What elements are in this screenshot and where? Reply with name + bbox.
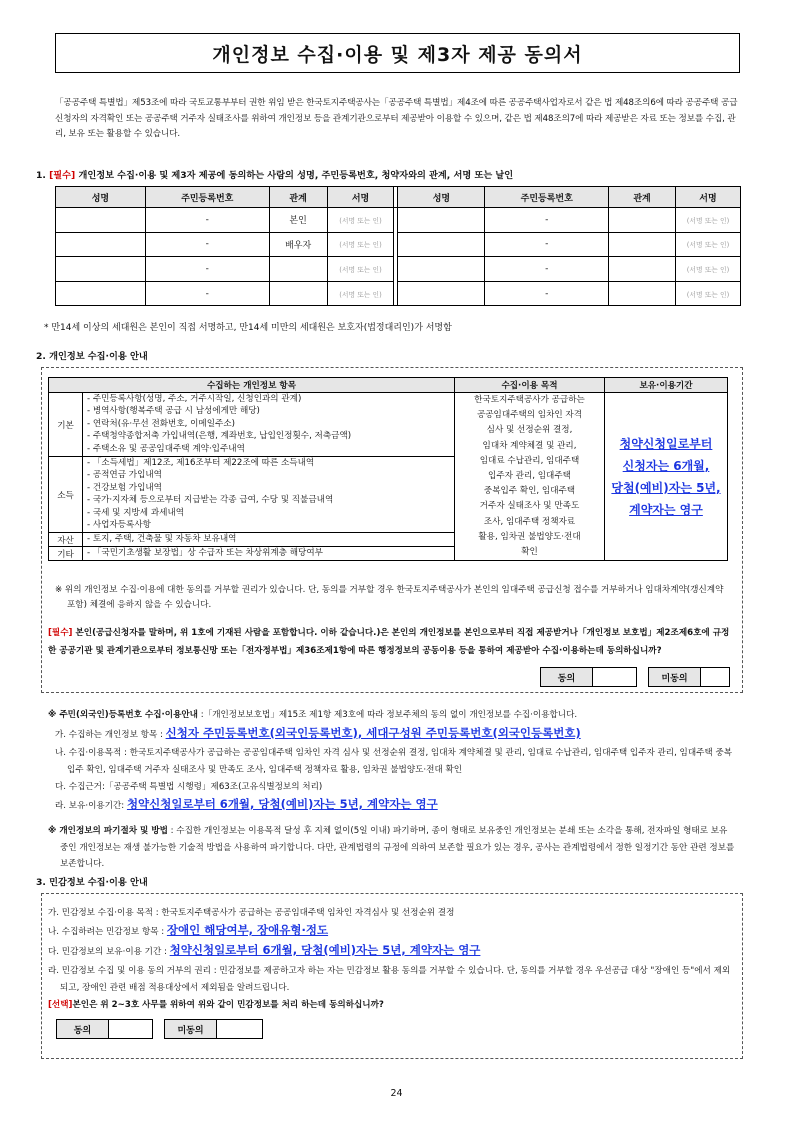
relation-field[interactable]: 본인 bbox=[269, 208, 327, 233]
signature-note: * 만14세 이상의 세대원은 본인이 직접 서명하고, 만14세 미만의 세대원은 보호자(법정대리인)가 서명함 bbox=[44, 323, 452, 333]
disagree-label: 미동의 bbox=[165, 1020, 217, 1038]
header-relation: 관계 bbox=[269, 187, 327, 208]
category-items bbox=[83, 393, 455, 457]
purpose-line: 입주자 관리, 임대주택 bbox=[488, 471, 571, 482]
category-label: 소득 bbox=[49, 457, 83, 533]
signature-row bbox=[56, 281, 741, 306]
rrn-field[interactable]: - bbox=[485, 232, 609, 257]
purpose-line: 활용, 임차권 불법양도·전대 bbox=[478, 531, 581, 542]
relation-field[interactable] bbox=[269, 257, 327, 282]
sign-field[interactable]: (서명 또는 인) bbox=[327, 208, 394, 233]
section3-title: 3. 민감정보 수집·이용 안내 bbox=[36, 877, 148, 888]
rrn-field[interactable]: - bbox=[145, 281, 269, 306]
sign-field[interactable]: (서명 또는 인) bbox=[327, 257, 394, 282]
section3-c-label: 다. 민감정보의 보유·이용 기간 : bbox=[48, 947, 170, 957]
disagree-label: 미동의 bbox=[649, 668, 701, 686]
rrn-notice-text: :「개인정보보호법」제15조 제1항 제3호에 따라 정보주체의 동의 없이 개인정보를 수집·이용합니다. bbox=[197, 710, 578, 720]
rrn-notice-title: ※ 주민(외국인)등록번호 수집·이용안내 bbox=[48, 710, 198, 720]
header-items: 수집하는 개인정보 항목 bbox=[49, 378, 455, 393]
relation-field[interactable] bbox=[609, 281, 676, 306]
agree-label: 동의 bbox=[541, 668, 593, 686]
name-field[interactable] bbox=[56, 257, 146, 282]
period-cell bbox=[605, 393, 728, 561]
category-items bbox=[83, 533, 455, 547]
signature-table bbox=[55, 186, 741, 306]
rrn-field[interactable]: - bbox=[145, 232, 269, 257]
relation-field[interactable] bbox=[269, 281, 327, 306]
rrn-field[interactable]: - bbox=[145, 208, 269, 233]
period-line: 계약자는 영구 bbox=[629, 502, 703, 517]
agree-label: 동의 bbox=[57, 1020, 109, 1038]
header-name: 성명 bbox=[398, 187, 485, 208]
section2-consent-question bbox=[48, 625, 730, 660]
name-field[interactable] bbox=[56, 281, 146, 306]
title-box bbox=[55, 33, 740, 73]
header-rrn: 주민등록번호 bbox=[485, 187, 609, 208]
rrn-a-label: 가. 수집하는 개인정보 항목 : bbox=[55, 730, 166, 740]
header-relation: 관계 bbox=[609, 187, 676, 208]
consent-question-text: 본인(공급신청자를 말하며, 위 1호에 기재된 사람을 포함합니다. 이하 같습니다.)은 본인의 개인정보를 본인으로부터 직접 제공받거나「개인정보 보호법」제2조제6호에 규정한 공공기관 및 관계기관으로부터 정보통신망 또는「전자정부법」제36조제1항에 따른 행정정보의 공동이용 등을 통하여 제공받아 수집·이용하는데 동의하십니까? bbox=[48, 628, 730, 656]
section3-c bbox=[48, 943, 733, 960]
rrn-field[interactable]: - bbox=[485, 257, 609, 282]
sign-field[interactable]: (서명 또는 인) bbox=[327, 281, 394, 306]
name-field[interactable] bbox=[398, 208, 485, 233]
period-line: 청약신청일로부터 bbox=[619, 436, 713, 451]
sign-field[interactable]: (서명 또는 인) bbox=[676, 232, 741, 257]
item-line: - 「국민기초생활 보장법」상 수급자 또는 차상위계층 해당여부 bbox=[87, 548, 323, 559]
category-items bbox=[83, 547, 455, 561]
disagree-checkbox[interactable] bbox=[701, 668, 729, 686]
rrn-a-value: 신청자 주민등록번호(외국인등록번호), 세대구성원 주민등록번호(외국인등록번호) bbox=[165, 726, 581, 740]
rrn-notice-lead bbox=[48, 708, 738, 723]
required-tag: [필수] bbox=[48, 628, 73, 638]
relation-field[interactable] bbox=[609, 208, 676, 233]
item-line: - 국세 및 지방세 과세내역 bbox=[87, 507, 185, 518]
agree-checkbox[interactable] bbox=[593, 668, 636, 686]
rrn-notice-a bbox=[55, 726, 735, 743]
item-line: - 병역사항(행복주택 공급 시 남성에게만 해당) bbox=[87, 406, 260, 417]
section1-title-text: 개인정보 수집·이용 및 제3자 제공에 동의하는 사람의 성명, 주민등록번호, 청약자와의 관계, 서명 또는 날인 bbox=[75, 170, 514, 181]
section3-d: 라. 민감정보 수집 및 이용 동의 거부의 권리 : 민감정보를 제공하고자 하는 자는 민감정보 활용 동의를 거부할 수 있습니다. 단, 동의를 거부할 경우 우선공급 대상 "장애인 등"에서 제외되고, 장애인 관련 배점 적용대상에서 제외됨을 알려드립니다. bbox=[48, 966, 731, 993]
section1-required-tag: [필수] bbox=[49, 170, 76, 181]
signature-row bbox=[56, 208, 741, 233]
section3-a: 가. 민감정보 수집·이용 목적 : 한국토지주택공사가 공급하는 공공임대주택 임차인 자격심사 및 선정순위 결정 bbox=[48, 908, 455, 918]
name-field[interactable] bbox=[56, 208, 146, 233]
category-label: 자산 bbox=[49, 533, 83, 547]
item-line: - 연락처(유·무선 전화번호, 이메일주소) bbox=[87, 418, 235, 429]
sign-field[interactable]: (서명 또는 인) bbox=[676, 208, 741, 233]
info-collection-table bbox=[48, 377, 728, 561]
relation-field[interactable] bbox=[609, 232, 676, 257]
purpose-line: 중복입주 확인, 임대주택 bbox=[483, 486, 576, 497]
item-line: - 공적연금 가입내역 bbox=[87, 470, 162, 481]
category-items bbox=[83, 457, 455, 533]
name-field[interactable] bbox=[398, 281, 485, 306]
section3-disagree-box bbox=[164, 1019, 263, 1039]
refuse-note: ※ 위의 개인정보 수집·이용에 대한 동의를 거부할 권리가 있습니다. 단, 동의를 거부할 경우 한국토지주택공사가 본인의 임대주택 공급신청 접수를 거부하거나 임대차계약(갱신계약 포함) 체결에 응하지 않을 수 있습니다. bbox=[55, 585, 724, 610]
header-sign: 서명 bbox=[676, 187, 741, 208]
optional-tag: [선택] bbox=[48, 1000, 73, 1010]
purpose-line: 조사, 임대주택 정책자료 bbox=[483, 516, 576, 527]
page-title: 개인정보 수집·이용 및 제3자 제공 동의서 bbox=[212, 43, 583, 66]
destroy-notice-title: ※ 개인정보의 파기절차 및 방법 bbox=[48, 826, 168, 836]
section3-b-value: 장애인 해당여부, 장애유형·정도 bbox=[166, 923, 329, 937]
name-field[interactable] bbox=[398, 257, 485, 282]
header-rrn: 주민등록번호 bbox=[145, 187, 269, 208]
sign-field[interactable]: (서명 또는 인) bbox=[676, 281, 741, 306]
item-line: - 주민등록사항(성명, 주소, 거주시작일, 신청인과의 관계) bbox=[87, 394, 302, 404]
agree-checkbox[interactable] bbox=[109, 1020, 152, 1038]
category-row-basic bbox=[49, 393, 728, 457]
section3-c-value: 청약신청일로부터 6개월, 당첨(예비)자는 5년, 계약자는 영구 bbox=[169, 943, 481, 957]
purpose-line: 임대료 수납관리, 임대주택 bbox=[479, 455, 580, 466]
purpose-line: 공공임대주택의 임차인 자격 bbox=[476, 410, 583, 421]
sign-field[interactable]: (서명 또는 인) bbox=[676, 257, 741, 282]
name-field[interactable] bbox=[398, 232, 485, 257]
section3-b-label: 나. 수집하려는 민감정보 항목 : bbox=[48, 927, 167, 937]
section1-title bbox=[36, 167, 513, 181]
section2-title: 2. 개인정보 수집·이용 안내 bbox=[36, 351, 148, 362]
header-sign: 서명 bbox=[327, 187, 394, 208]
item-line: - 토지, 주택, 건축물 및 자동차 보유내역 bbox=[87, 534, 237, 545]
section3-b bbox=[48, 923, 733, 940]
destroy-notice-text: : 수집한 개인정보는 이용목적 달성 후 지체 없이(5일 이내) 파기하며, 종이 형태로 보유중인 개인정보는 분쇄 또는 소각을 통해, 전자파일 형태로 보유 중인 개인정보는 재생 불가능한 기술적 방법을 사용하여 파기합니다. 다만, 관계법령의 규정에 의하여 보존할 필요가 있는 경우, 공사는 관계법령에서 정한 일정기간 동안 관련 정보를 보존합니다. bbox=[60, 826, 735, 869]
rrn-notice-d bbox=[55, 797, 735, 814]
signature-row bbox=[56, 232, 741, 257]
relation-field[interactable] bbox=[609, 257, 676, 282]
item-line: - 주택소유 및 공공임대주택 계약·입주내역 bbox=[87, 443, 245, 454]
section3-consent-question bbox=[48, 998, 733, 1013]
purpose-line: 임대차 계약체결 및 관리, bbox=[482, 440, 577, 451]
period-line: 신청자는 6개월, bbox=[622, 458, 710, 473]
rrn-d-label: 라. 보유·이용기간: bbox=[55, 801, 127, 811]
intro-paragraph: 「공공주택 특별법」제53조에 따라 국토교통부부터 권한 위임 받은 한국토지주택공사는「공공주택 특별법」제4조에 따른 공공주택사업자로서 같은 법 제48조의6에 따라 공공주택 공급신청자의 자격확인 또는 공공주택 거주자 실태조사를 위하여 개인정보 등을 관계기관으로부터 제공받아 이용할 수 있으며, 같은 법 제48조의7에 따라 제공받은 자료 또는 정보를 수집, 관리, 보유 또는 활용할 수 있습니다. bbox=[55, 98, 738, 139]
rrn-d-value: 청약신청일로부터 6개월, 당첨(예비)자는 5년, 계약자는 영구 bbox=[126, 797, 438, 811]
section1-number: 1. bbox=[36, 170, 46, 181]
section2-agree-box bbox=[540, 667, 637, 687]
header-period: 보유·이용기간 bbox=[605, 378, 728, 393]
info-header-row bbox=[49, 378, 728, 393]
signature-header-row bbox=[56, 187, 741, 208]
destroy-notice bbox=[48, 823, 736, 873]
page-number: 24 bbox=[390, 1088, 403, 1099]
header-purpose: 수집·이용 목적 bbox=[455, 378, 605, 393]
item-line: - 건강보험 가입내역 bbox=[87, 482, 162, 493]
category-label: 기본 bbox=[49, 393, 83, 457]
relation-field[interactable]: 배우자 bbox=[269, 232, 327, 257]
purpose-cell bbox=[455, 393, 605, 561]
section3-agree-box bbox=[56, 1019, 153, 1039]
period-line: 당첨(예비)자는 5년, bbox=[611, 480, 721, 495]
purpose-line: 한국토지주택공사가 공급하는 bbox=[474, 395, 585, 405]
rrn-field[interactable]: - bbox=[485, 281, 609, 306]
item-line: - 국가·지자체 등으로부터 지급받는 각종 급여, 수당 및 직불금내역 bbox=[87, 495, 334, 506]
category-label: 기타 bbox=[49, 547, 83, 561]
rrn-field[interactable]: - bbox=[145, 257, 269, 282]
purpose-line: 확인 bbox=[521, 547, 538, 558]
purpose-line: 거주자 실태조사 및 만족도 bbox=[479, 501, 580, 512]
name-field[interactable] bbox=[56, 232, 146, 257]
disagree-checkbox[interactable] bbox=[217, 1020, 262, 1038]
section2-disagree-box bbox=[648, 667, 730, 687]
rrn-notice-c: 다. 수집근거:「공공주택 특별법 시행령」제63조(고유식별정보의 처리) bbox=[55, 782, 323, 792]
purpose-line: 심사 및 선정순위 결정, bbox=[486, 425, 573, 436]
signature-row bbox=[56, 257, 741, 282]
consent-question-text: 본인은 위 2~3호 사무를 위하여 위와 같이 민감정보를 처리 하는데 동의하십니까? bbox=[72, 1000, 384, 1010]
sign-field[interactable]: (서명 또는 인) bbox=[327, 232, 394, 257]
rrn-notice-b: 나. 수집·이용목적 : 한국토지주택공사가 공급하는 공공임대주택 임차인 자격 심사 및 선정순위 결정, 임대차 계약체결 및 관리, 임대료 수납관리, 임대주택 입주자 관리, 임대주택 중복 입주 확인, 임대주택 거주자 실태조사 및 만족도 조사, 임대주택 정책자료 활용, 임차권 불법양도·전대 확인 bbox=[55, 748, 733, 775]
rrn-field[interactable]: - bbox=[485, 208, 609, 233]
header-name: 성명 bbox=[56, 187, 146, 208]
item-line: - 사업자등록사항 bbox=[87, 520, 151, 531]
item-line: - 주택청약종합저축 가입내역(은행, 계좌번호, 납입인정횟수, 저축금액) bbox=[87, 431, 352, 442]
item-line: - 「소득세법」제12조, 제16조부터 제22조에 따른 소득내역 bbox=[87, 458, 315, 469]
